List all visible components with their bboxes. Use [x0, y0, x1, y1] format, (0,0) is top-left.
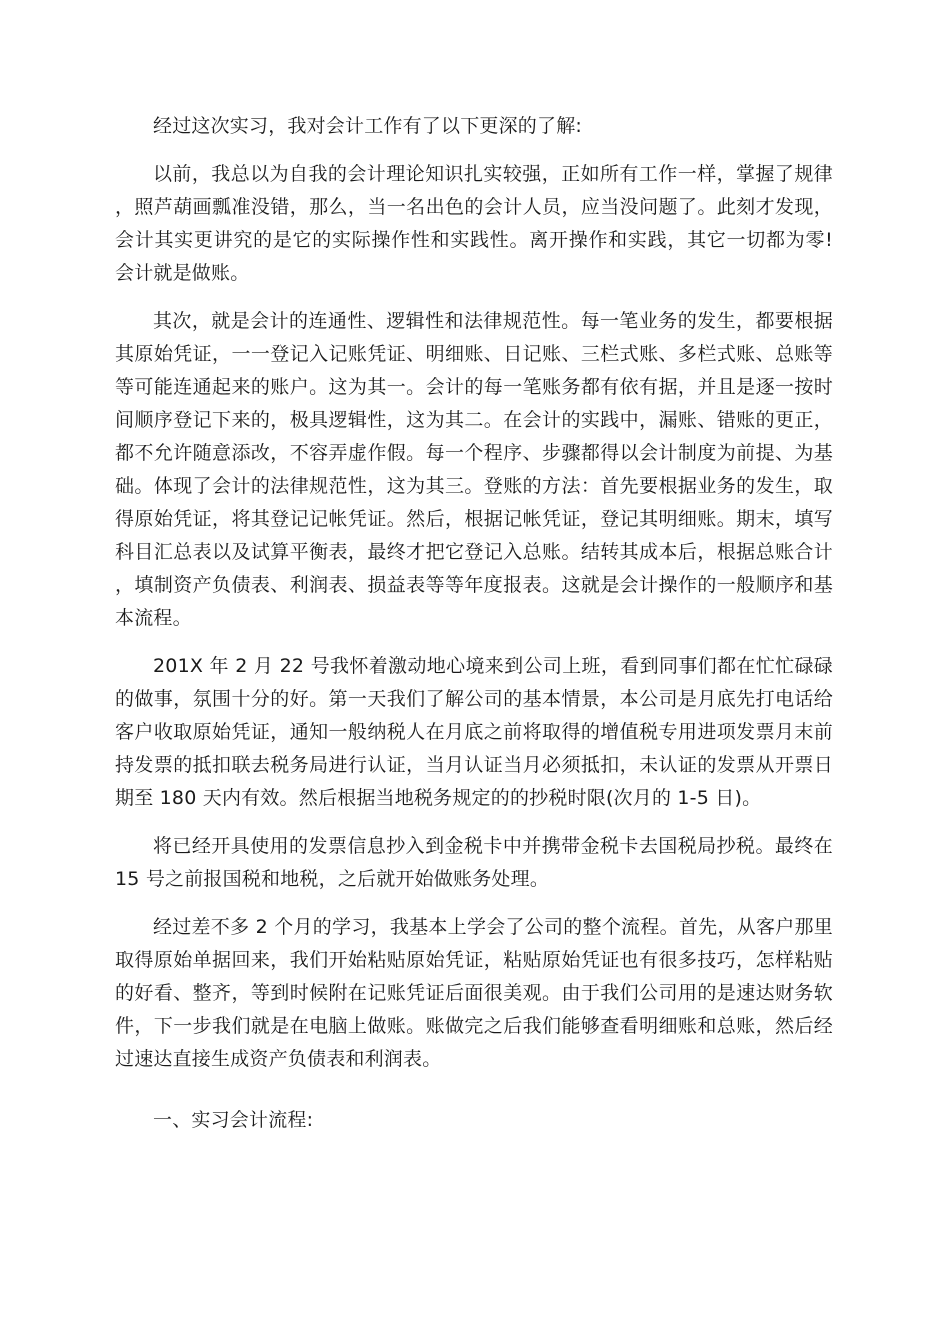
paragraph-intro: 经过这次实习，我对会计工作有了以下更深的了解:: [153, 115, 583, 137]
document-body: [115, 110, 833, 1152]
paragraph-two-months: 经过差不多 2 个月的学习，我基本上学会了公司的整个流程。首先，从客户那里取得原始单据回来，我们开始粘贴原始凭证，粘贴原始凭证也有很多技巧，怎样粘贴的好看、整齐，等到时候附在记账凭证后面很美观。由于我们公司用的是速达财务软件，下一步我们就是在电脑上做账。账做完之后我们能够查看明细账和总账，然后经过速达直接生成资产负债表和利润表。: [115, 916, 833, 1070]
paragraph-first-day: 201X 年 2 月 22 号我怀着激动地心境来到公司上班，看到同事们都在忙忙碌碌的做事，氛围十分的好。第一天我们了解公司的基本情景，本公司是月底先打电话给客户收取原始凭证，通知一般纳税人在月底之前将取得的增值税专用进项发票月末前持发票的抵扣联去税务局进行认证，当月认证当月必须抵扣，未认证的发票从开票日期至 180 天内有效。然后根据当地税务规定的的抄税时限(次月的 1-5 日)。: [115, 655, 833, 809]
paragraph-tax-copy: 将已经开具使用的发票信息抄入到金税卡中并携带金税卡去国税局抄税。最终在 15 号之前报国税和地税，之后就开始做账务处理。: [115, 835, 833, 890]
section-heading-accounting-process: 一、实习会计流程:: [153, 1109, 314, 1131]
paragraph-theory-vs-practice: 以前，我总以为自我的会计理论知识扎实较强，正如所有工作一样，掌握了规律，照芦葫画瓢准没错，那么，当一名出色的会计人员，应当没问题了。此刻才发现，会计其实更讲究的是它的实际操作性和实践性。离开操作和实践，其它一切都为零!会计就是做账。: [115, 163, 833, 284]
paragraph-accounting-logic: 其次，就是会计的连通性、逻辑性和法律规范性。每一笔业务的发生，都要根据其原始凭证，一一登记入记账凭证、明细账、日记账、三栏式账、多栏式账、总账等等可能连通起来的账户。这为其一。会计的每一笔账务都有依有据，并且是逐一按时间顺序登记下来的，极具逻辑性，这为其二。在会计的实践中，漏账、错账的更正，都不允许随意添改，不容弄虚作假。每一个程序、步骤都得以会计制度为前提、为基础。体现了会计的法律规范性，这为其三。登账的方法：首先要根据业务的发生，取得原始凭证，将其登记记帐凭证。然后，根据记帐凭证，登记其明细账。期末，填写科目汇总表以及试算平衡表，最终才把它登记入总账。结转其成本后，根据总账合计，填制资产负债表、利润表、损益表等等年度报表。这就是会计操作的一般顺序和基本流程。: [115, 310, 833, 629]
